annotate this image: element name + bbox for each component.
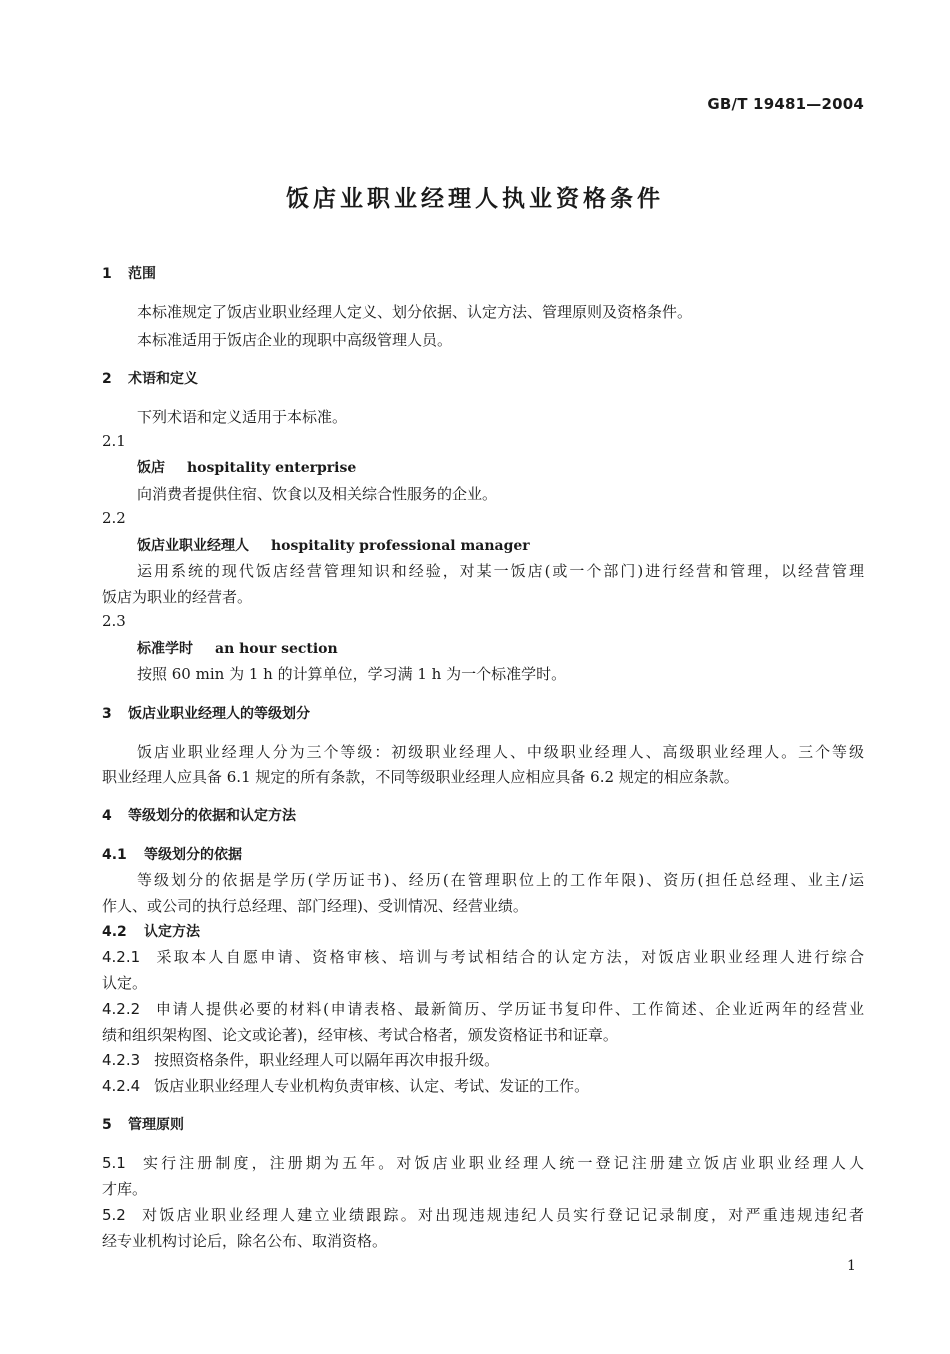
clause-continuation: 才库。 [102, 1180, 148, 1198]
term-number: 2.1 [102, 432, 126, 450]
term-entry [137, 638, 338, 658]
clause-5-2 [102, 1204, 864, 1225]
paragraph: 下列术语和定义适用于本标准。 [137, 408, 348, 426]
section-title: 饭店业职业经理人的等级划分 [128, 706, 310, 722]
clause-number: 4.2.4 [102, 1077, 141, 1095]
section-number: 2 [102, 371, 112, 387]
clause-number: 5.1 [102, 1154, 126, 1172]
term-zh: 标准学时 [137, 641, 193, 657]
term-definition: 按照 60 min 为 1 h 的计算单位，学习满 1 h 为一个标准学时。 [137, 665, 567, 683]
clause-text: 对饭店业职业经理人建立业绩跟踪。对出现违规违纪人员实行登记记录制度，对严重违规违纪者 [139, 1206, 864, 1224]
term-en: an hour section [215, 641, 338, 657]
clause-4-2-1 [102, 946, 864, 967]
paragraph: 饭店业职业经理人分为三个等级：初级职业经理人、中级职业经理人、高级职业经理人。三个等级 [137, 743, 864, 761]
term-entry [137, 535, 530, 555]
term-definition: 饭店为职业的经营者。 [102, 588, 253, 606]
clause-continuation: 经专业机构讨论后，除名公布、取消资格。 [102, 1232, 388, 1250]
section-heading-1 [102, 263, 156, 283]
clause-text: 申请人提供必要的材料(申请表格、最新简历、学历证书复印件、工作简述、企业近两年的经营业 [154, 1000, 864, 1018]
section-number: 4 [102, 808, 112, 824]
clause-number: 4.2.3 [102, 1051, 141, 1069]
clause-4-2-3 [102, 1049, 499, 1070]
clause-text: 采取本人自愿申请、资格审核、培训与考试相结合的认定方法，对饭店业职业经理人进行综合 [154, 948, 864, 966]
paragraph: 职业经理人应具备 6.1 规定的所有条款，不同等级职业经理人应相应具备 6.2 规定的相应条款。 [102, 768, 739, 786]
section-number: 1 [102, 266, 112, 282]
section-heading-5 [102, 1114, 184, 1134]
clause-number: 4.2.2 [102, 1000, 141, 1018]
term-definition: 向消费者提供住宿、饮食以及相关综合性服务的企业。 [137, 485, 498, 503]
page-number: 1 [847, 1258, 856, 1274]
subsection-number: 4.2 [102, 924, 127, 940]
clause-4-2-4 [102, 1075, 589, 1096]
term-number: 2.3 [102, 612, 126, 630]
term-en: hospitality professional manager [271, 538, 530, 554]
clause-5-1 [102, 1152, 864, 1173]
section-number: 3 [102, 706, 112, 722]
paragraph: 作人、或公司的执行总经理、部门经理)、受训情况、经营业绩。 [102, 897, 528, 915]
clause-text: 按照资格条件，职业经理人可以隔年再次申报升级。 [154, 1051, 500, 1069]
clause-continuation: 绩和组织架构图、论文或论著)，经审核、考试合格者，颁发资格证书和证章。 [102, 1026, 618, 1044]
term-definition: 运用系统的现代饭店经营管理知识和经验，对某一饭店(或一个部门)进行经营和管理，以经营管理 [137, 562, 864, 580]
section-title: 术语和定义 [128, 371, 198, 387]
subsection-heading-4-1 [102, 844, 242, 864]
clause-text: 饭店业职业经理人专业机构负责审核、认定、考试、发证的工作。 [154, 1077, 590, 1095]
clause-text: 实行注册制度，注册期为五年。对饭店业职业经理人统一登记注册建立饭店业职业经理人人 [139, 1154, 864, 1172]
clause-4-2-2 [102, 998, 864, 1019]
page-title: 饭店业职业经理人执业资格条件 [286, 186, 664, 212]
standard-code: GB/T 19481—2004 [707, 95, 864, 113]
subsection-number: 4.1 [102, 847, 127, 863]
clause-number: 5.2 [102, 1206, 126, 1224]
term-en: hospitality enterprise [187, 460, 357, 476]
paragraph: 等级划分的依据是学历(学历证书)、经历(在管理职位上的工作年限)、资历(担任总经理、业主/运 [137, 871, 864, 889]
section-number: 5 [102, 1117, 112, 1133]
section-heading-3 [102, 703, 310, 723]
section-title: 管理原则 [128, 1117, 184, 1133]
term-zh: 饭店业职业经理人 [137, 538, 249, 554]
paragraph: 本标准规定了饭店业职业经理人定义、划分依据、认定方法、管理原则及资格条件。 [137, 303, 693, 321]
section-heading-2 [102, 368, 198, 388]
term-entry [137, 457, 356, 477]
clause-number: 4.2.1 [102, 948, 141, 966]
subsection-title: 认定方法 [144, 924, 200, 940]
section-heading-4 [102, 805, 296, 825]
subsection-heading-4-2 [102, 921, 200, 941]
clause-continuation: 认定。 [102, 974, 148, 992]
term-zh: 饭店 [137, 460, 165, 476]
section-title: 等级划分的依据和认定方法 [128, 808, 296, 824]
subsection-title: 等级划分的依据 [144, 847, 242, 863]
paragraph: 本标准适用于饭店企业的现职中高级管理人员。 [137, 331, 453, 349]
term-number: 2.2 [102, 509, 126, 527]
section-title: 范围 [128, 266, 156, 282]
